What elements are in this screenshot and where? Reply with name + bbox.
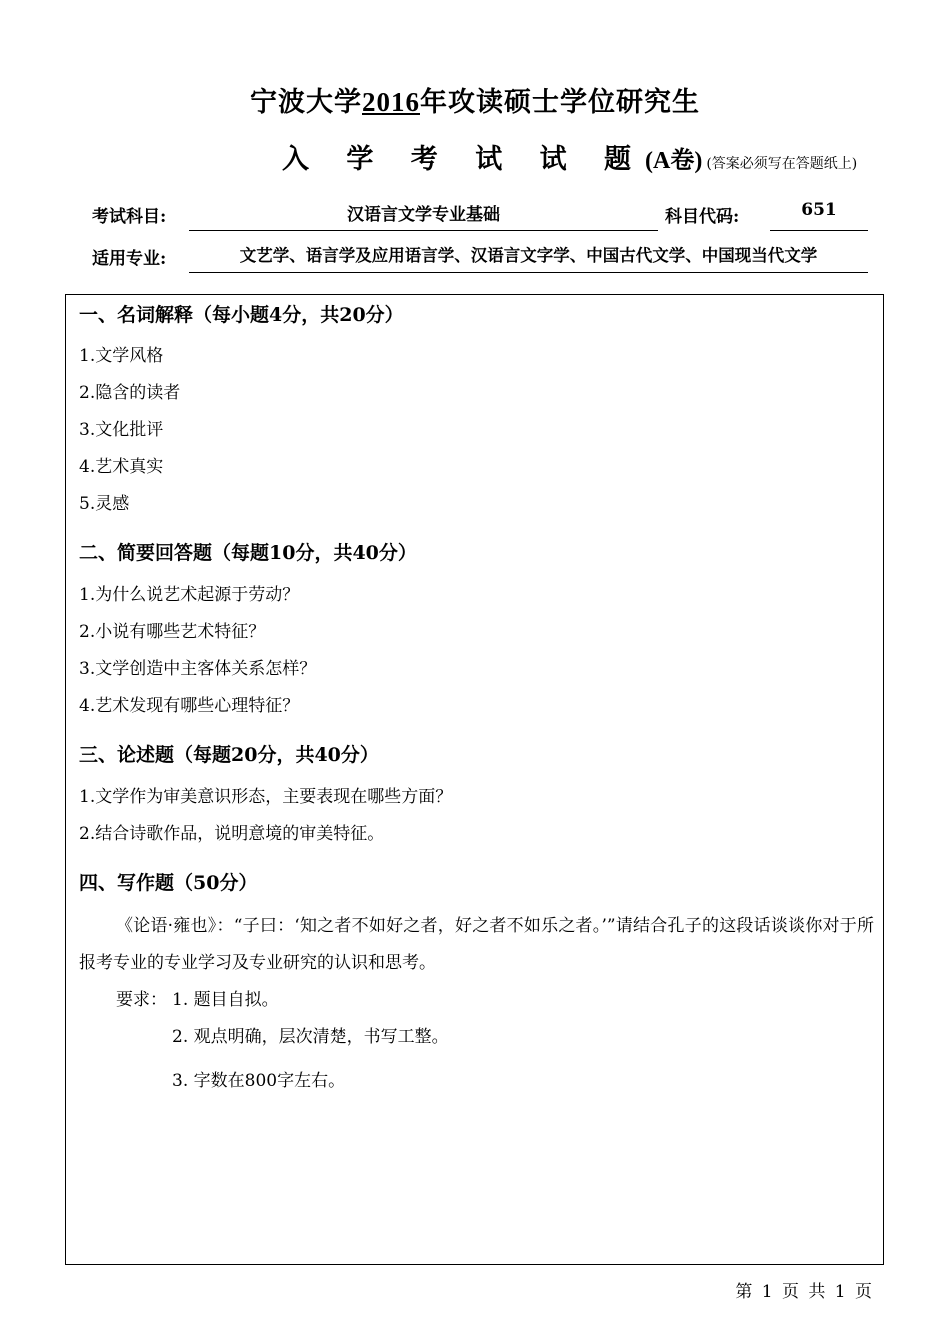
- subtitle-note: (答案必须写在答题纸上): [706, 156, 858, 172]
- requirement-item: 1. 题目自拟。: [172, 990, 279, 1010]
- section-heading: 二、简要回答题（每题10分，共40分）: [79, 542, 417, 564]
- list-item: 3.文学创造中主客体关系怎样？: [79, 659, 317, 679]
- major-label: 适用专业:: [92, 249, 167, 269]
- title-university: 宁波大学: [250, 87, 362, 118]
- question-box: [65, 294, 884, 1265]
- title-year: 2016: [362, 87, 420, 117]
- code-value: 651: [770, 200, 868, 231]
- list-item: 1.为什么说艺术起源于劳动？: [79, 585, 300, 605]
- requirement-item: 3. 字数在800字左右。: [172, 1071, 346, 1091]
- list-item: 4.艺术真实: [79, 457, 164, 477]
- list-item: 2.结合诗歌作品，说明意境的审美特征。: [79, 824, 385, 844]
- section-heading: 三、论述题（每题20分，共40分）: [79, 744, 379, 766]
- list-item: 5.灵感: [79, 494, 130, 514]
- list-item: 2.小说有哪些艺术特征？: [79, 622, 266, 642]
- section-heading: 四、写作题（50分）: [79, 872, 258, 894]
- list-item: 1.文学作为审美意识形态，主要表现在哪些方面？: [79, 787, 453, 807]
- subject-value: 汉语言文学专业基础: [189, 200, 658, 231]
- subtitle-main: 入 学 考 试 试 题: [282, 144, 645, 175]
- requirement-item: 2. 观点明确，层次清楚，书写工整。: [172, 1027, 449, 1047]
- list-item: 1.文学风格: [79, 346, 164, 366]
- exam-title: [0, 80, 950, 119]
- major-value: 文艺学、语言学及应用语言学、汉语言文字学、中国古代文学、中国现当代文学: [189, 242, 868, 273]
- list-item: 4.艺术发现有哪些心理特征？: [79, 696, 300, 716]
- section-heading: 一、名词解释（每小题4分，共20分）: [79, 304, 404, 326]
- list-item: 3.文化批评: [79, 420, 164, 440]
- subtitle-volume: (A卷): [645, 148, 703, 174]
- writing-prompt: 《论语·雍也》：“子曰：‘知之者不如好之者，好之者不如乐之者。’”请结合孔子的这段话谈谈你对于所报考专业的专业学习及专业研究的认识和思考。: [79, 916, 874, 973]
- list-item: 2.隐含的读者: [79, 383, 181, 403]
- requirements-label: 要求：: [116, 990, 167, 1010]
- code-label: 科目代码:: [665, 207, 740, 227]
- subject-label: 考试科目:: [92, 207, 167, 227]
- exam-subtitle: [282, 137, 857, 176]
- page-number: 第 1 页 共 1 页: [735, 1282, 872, 1302]
- title-degree: 年攻读硕士学位研究生: [420, 87, 700, 118]
